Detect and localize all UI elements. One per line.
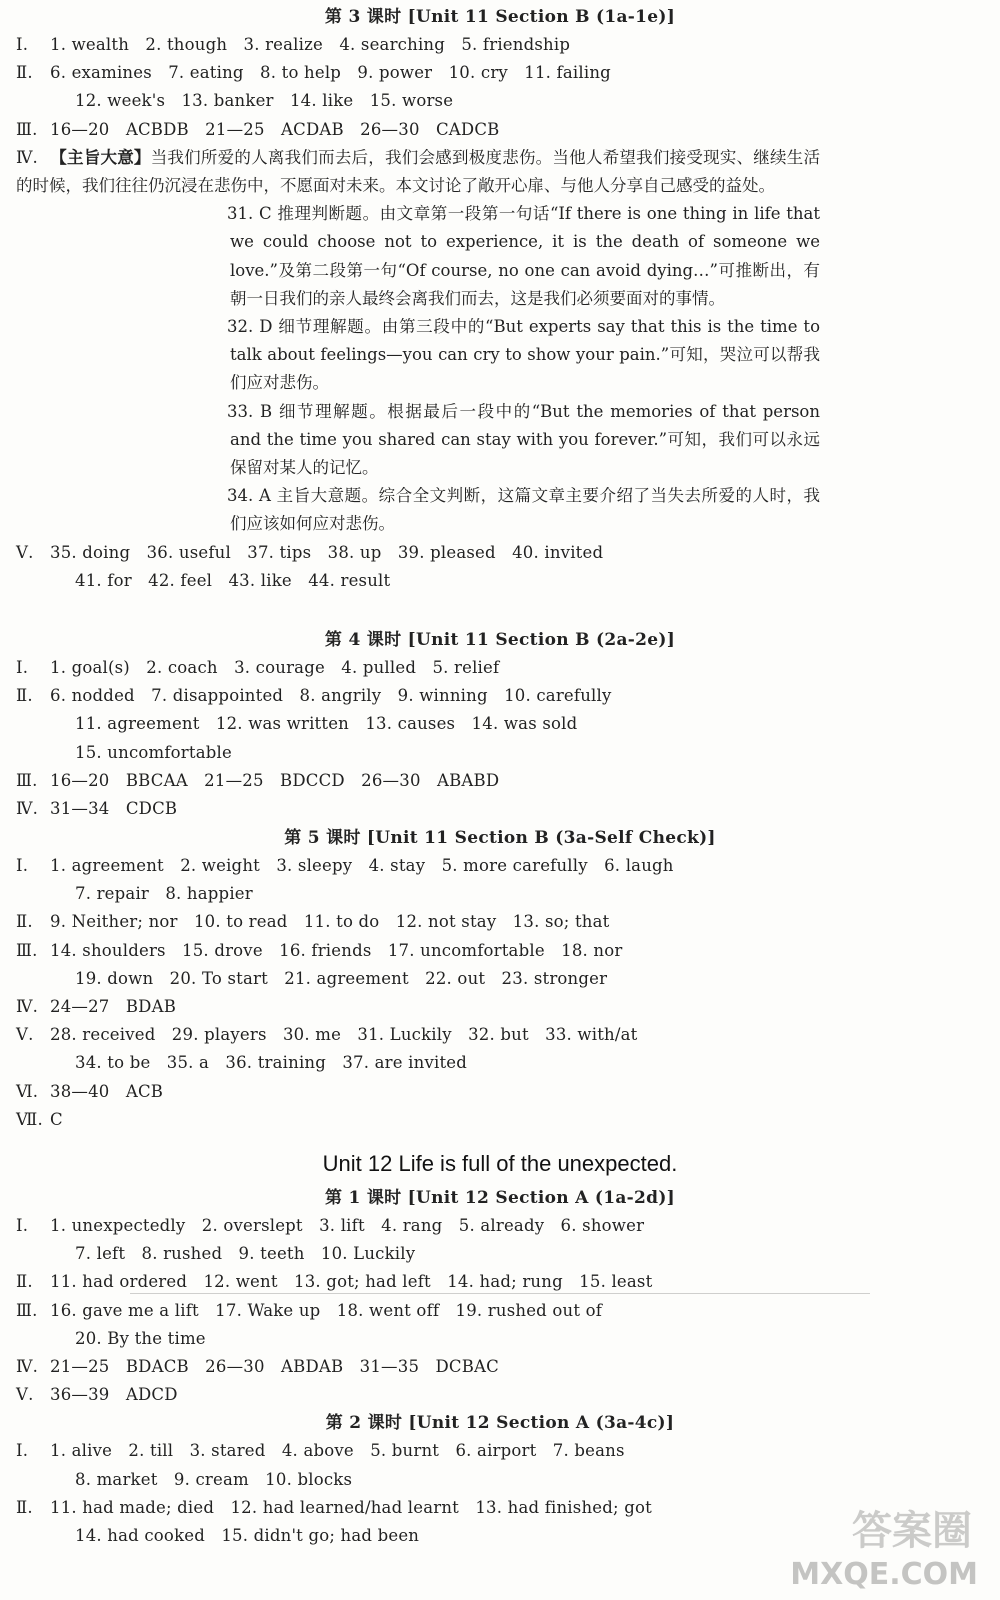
- section-label: Ⅳ.: [16, 996, 39, 1016]
- section-label: Ⅴ.: [16, 1385, 34, 1405]
- question-33-explanation: 33. B 细节理解题。根据最后一段中的“But the memories of that person and the time you shared can stay with you forever.”可知，我们可以永远保留对某人的记忆。: [227, 401, 820, 477]
- section-label: Ⅲ.: [16, 119, 38, 139]
- section-label: Ⅰ.: [16, 1441, 29, 1461]
- unit12-lesson1-heading: 第 1 课时 [Unit 12 Section A (1a-2d)]: [324, 1188, 676, 1208]
- answer-line: 11. had ordered 12. went 13. got; had left 14. had; rung 15. least: [50, 1272, 653, 1292]
- section-label: Ⅶ.: [16, 1109, 43, 1129]
- answer-line: 35. doing 36. useful 37. tips 38. up 39. pleased 40. invited: [50, 542, 604, 562]
- unit12-lesson2-heading: 第 2 课时 [Unit 12 Section A (3a-4c)]: [325, 1413, 675, 1434]
- answer-line: 14. had cooked 15. didn't go; had been: [75, 1525, 420, 1545]
- answer-line: 12. week's 13. banker 14. like 15. worse: [75, 91, 454, 111]
- unit-title: Unit 12 Life is full of the unexpected.: [322, 1151, 678, 1176]
- answer-line: 6. nodded 7. disappointed 8. angrily 9. winning 10. carefully: [50, 686, 612, 706]
- answer-line: 9. Neither; nor 10. to read 11. to do 12. not stay 13. so; that: [50, 912, 610, 932]
- section-label: Ⅵ.: [16, 1081, 39, 1101]
- lesson5-heading: 第 5 课时 [Unit 11 Section B (3a-Self Check)]: [284, 828, 716, 848]
- answer-line: 21—25 BDACB 26—30 ABDAB 31—35 DCBAC: [50, 1356, 499, 1376]
- question-32-explanation: 32. D 细节理解题。由第三段中的“But experts say that this is the time to talk about feelings—you can cry to show your pain.”可知，哭泣可以帮我们应对悲伤。: [227, 316, 820, 393]
- question-34-explanation: 34. A 主旨大意题。综合全文判断，这篇文章主要介绍了当失去所爱的人时，我们应该如何应对悲伤。: [227, 486, 820, 534]
- section-label: Ⅰ.: [16, 856, 29, 875]
- answer-line: 1. unexpectedly 2. overslept 3. lift 4. rang 5. already 6. shower: [50, 1216, 645, 1235]
- lesson5-section: [0, 824, 1000, 1134]
- answer-line: 6. examines 7. eating 8. to help 9. power 10. cry 11. failing: [50, 63, 611, 83]
- section-label: Ⅴ.: [16, 1025, 34, 1045]
- answer-line: 24—27 BDAB: [50, 996, 177, 1016]
- section-label: Ⅱ.: [16, 1497, 33, 1517]
- answer-line: 1. alive 2. till 3. stared 4. above 5. burnt 6. airport 7. beans: [50, 1441, 625, 1461]
- answer-line: 1. goal(s) 2. coach 3. courage 4. pulled 5. relief: [50, 658, 500, 677]
- section-label: Ⅲ.: [16, 1300, 38, 1320]
- section-label: Ⅰ.: [16, 35, 29, 54]
- main-idea-text: 当我们所爱的人离我们而去后，我们会感到极度悲伤。当他人希望我们接受现实、继续生活的时候，我们往往仍沉浸在悲伤中，不愿面对未来。本文讨论了敞开心扉、与他人分享自己感受的益处。: [16, 147, 821, 195]
- answer-line: 16. gave me a lift 17. Wake up 18. went off 19. rushed out of: [50, 1300, 603, 1320]
- watermark-logo: 答案圈: [852, 1508, 972, 1554]
- section-label: Ⅱ.: [16, 912, 33, 932]
- answer-line: 1. wealth 2. though 3. realize 4. searching 5. friendship: [50, 35, 571, 54]
- answer-line: 1. agreement 2. weight 3. sleepy 4. stay 5. more carefully 6. laugh: [50, 856, 674, 875]
- answer-line: 16—20 ACBDB 21—25 ACDAB 26—30 CADCB: [50, 119, 500, 139]
- section-label: Ⅰ.: [16, 1216, 29, 1235]
- answer-line: 14. shoulders 15. drove 16. friends 17. uncomfortable 18. nor: [50, 940, 623, 960]
- section-label: Ⅱ.: [16, 686, 33, 706]
- question-31-explanation: 31. C 推理判断题。由文章第一段第一句话“If there is one thing in life that we could choose not to experience, it is the death of someone we love.”及第二段第一句“Of course, no one can avoid dying…”可推断出，有朝一日我们的亲人最终会离我们而去，这是我们必须要面对的事情。: [227, 204, 820, 308]
- lesson4-section: [0, 626, 1000, 823]
- faint-divider: [130, 1293, 870, 1294]
- answer-line: 11. agreement 12. was written 13. causes 14. was sold: [75, 714, 578, 734]
- answer-line: 7. left 8. rushed 9. teeth 10. Luckily: [75, 1244, 416, 1264]
- answer-line: 28. received 29. players 30. me 31. Luckily 32. but 33. with/at: [50, 1025, 638, 1045]
- main-idea-tag: 【主旨大意】: [50, 147, 151, 167]
- section-label: Ⅴ.: [16, 542, 34, 562]
- lesson3-section: [0, 3, 1000, 595]
- main-idea-block: [0, 144, 1000, 200]
- answer-line: 34. to be 35. a 36. training 37. are invited: [75, 1053, 468, 1073]
- section-label: Ⅳ.: [16, 1356, 39, 1376]
- section-label: Ⅳ.: [16, 147, 38, 167]
- section-label: Ⅰ.: [16, 658, 29, 677]
- answer-line: 11. had made; died 12. had learned/had learnt 13. had finished; got: [50, 1497, 652, 1517]
- section-label: Ⅱ.: [16, 1272, 33, 1292]
- section-label: Ⅲ.: [16, 770, 38, 790]
- answer-line: 8. market 9. cream 10. blocks: [75, 1469, 353, 1489]
- section-label: Ⅱ.: [16, 63, 33, 83]
- answer-line: 19. down 20. To start 21. agreement 22. out 23. stronger: [75, 968, 608, 988]
- answer-line: 15. uncomfortable: [75, 742, 232, 762]
- lesson4-heading: 第 4 课时 [Unit 11 Section B (2a-2e)]: [324, 630, 676, 650]
- section-label: Ⅲ.: [16, 940, 38, 960]
- watermark-site: MXQE.COM: [790, 1557, 978, 1592]
- answer-line: 7. repair 8. happier: [75, 884, 253, 904]
- answer-line: 41. for 42. feel 43. like 44. result: [75, 570, 391, 590]
- answer-line: 36—39 ADCD: [50, 1385, 178, 1405]
- answer-line: 31—34 CDCB: [50, 798, 178, 818]
- answer-line: 38—40 ACB: [50, 1081, 164, 1101]
- answer-line: 20. By the time: [75, 1328, 206, 1348]
- section-label: Ⅳ.: [16, 798, 39, 818]
- lesson3-heading: 第 3 课时 [Unit 11 Section B (1a-1e)]: [324, 7, 676, 27]
- unit12-section: [0, 1140, 1000, 1550]
- answer-line: C: [50, 1109, 63, 1129]
- explanation-block: [0, 200, 1000, 538]
- answer-line: 16—20 BBCAA 21—25 BDCCD 26—30 ABABD: [50, 770, 500, 790]
